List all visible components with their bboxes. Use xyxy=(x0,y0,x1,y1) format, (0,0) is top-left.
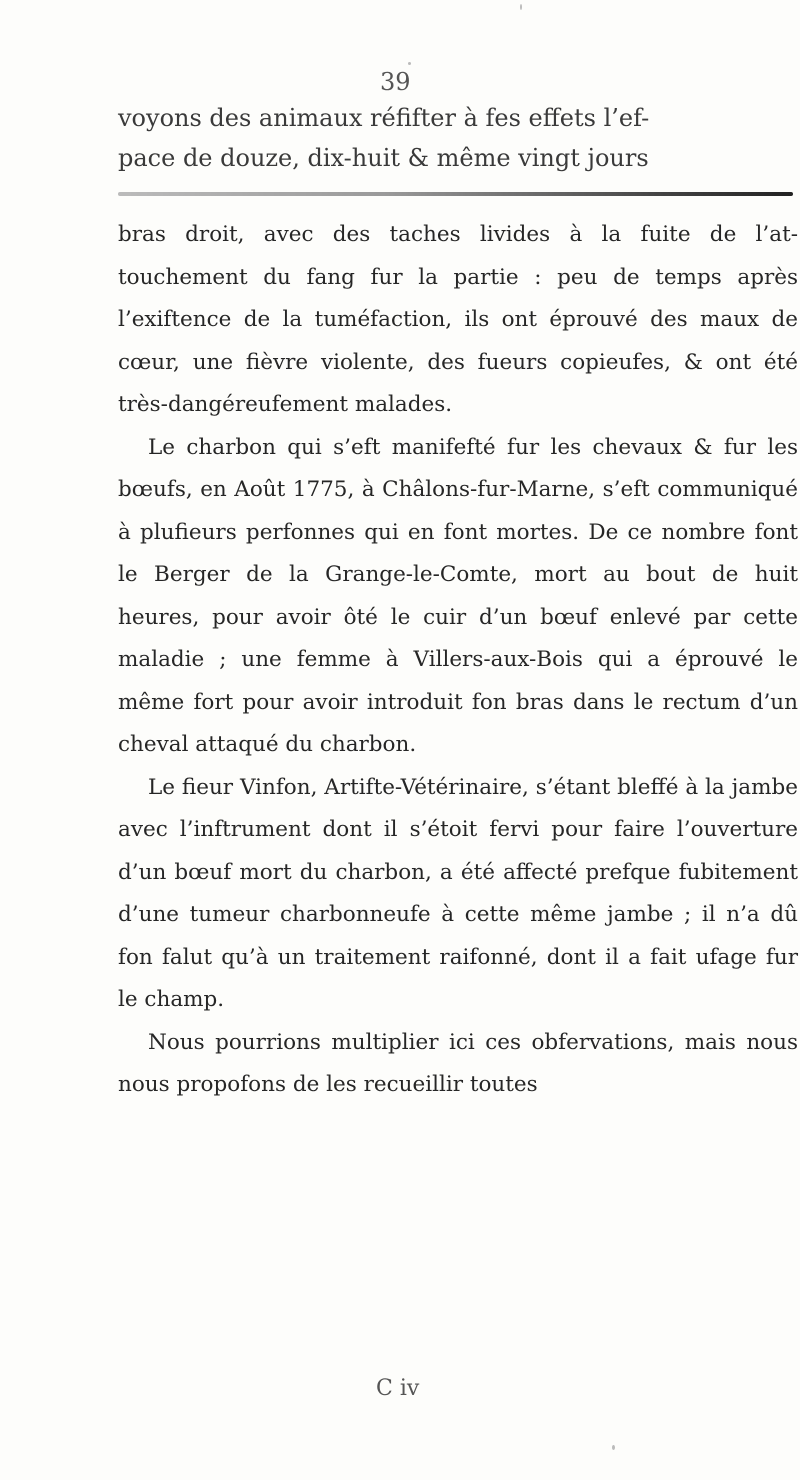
paper-speck xyxy=(408,62,411,65)
divider-rule xyxy=(118,192,793,196)
previous-page-line-2: pace de douze, dix-huit & même vingt jours xyxy=(118,144,649,172)
paragraph-4: Nous pourrions multiplier ici ces obfervations, mais nous nous propofons de les recueillir toutes xyxy=(118,1029,798,1097)
paper-speck xyxy=(520,4,522,10)
paper-speck xyxy=(612,1445,615,1450)
paragraph-3: Le fieur Vinfon, Artifte-Vétérinaire, s’étant bleffé à la jambe avec l’inftrument dont il s’étoit fervi pour faire l’ouverture d’un bœuf mort du charbon, a été affecté prefque fubitement d’une tumeur charbonneufe à cette même jambe ; il n’a dû fon falut qu’à un traitement raifonné, dont il a fait ufage fur le champ. xyxy=(118,774,798,1012)
previous-page-line-1: voyons des animaux réfifter à fes effets l’ef- xyxy=(118,104,650,132)
body-text xyxy=(118,214,798,1107)
paragraph-2: Le charbon qui s’eft manifefté fur les chevaux & fur les bœufs, en Août 1775, à Châlons-fur-Marne, s’eft communiqué à plufieurs perfonnes qui en font mortes. De ce nombre font le Berger de la Grange-le-Comte, mort au bout de huit heures, pour avoir ôté le cuir d’un bœuf enlevé par cette maladie ; une femme à Villers-aux-Bois qui a éprouvé le même fort pour avoir introduit fon bras dans le rectum d’un cheval attaqué du charbon. xyxy=(118,434,798,757)
page-number: 39 xyxy=(380,68,411,96)
paragraph-1: bras droit, avec des taches livides à la fuite de l’at-touchement du fang fur la partie : peu de temps après l’exiftence de la tuméfaction, ils ont éprouvé des maux de cœur, une fièvre violente, des fueurs copieufes, & ont été très-dangéreufement malades. xyxy=(118,222,798,417)
signature-mark: C iv xyxy=(376,1376,420,1401)
